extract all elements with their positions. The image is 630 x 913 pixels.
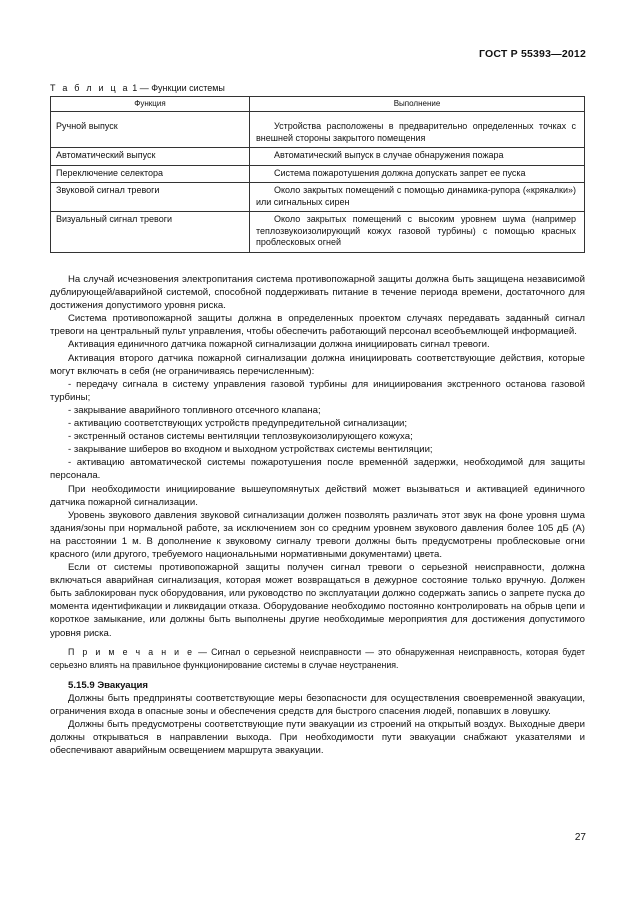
note	[50, 646, 585, 672]
list-item: - закрывание шиберов во входном и выходном устройствах системы вентиляции;	[68, 444, 433, 456]
body-text	[50, 273, 585, 757]
function-cell: Ручной выпуск	[51, 112, 250, 148]
execution-cell: Около закрытых помещений с помощью динамика-рупора («крякалки») или сигнальных сирен	[250, 183, 585, 212]
note-text: — Сигнал о серьезной неисправности — это обнаруженная неисправность, которая будет серьезно влиять на правильное функционирование системы в случае неустранения.	[50, 646, 585, 670]
table-row	[51, 212, 585, 253]
list-item: - активацию соответствующих устройств предупредительной сигнализации;	[68, 418, 408, 430]
list-item: - активацию автоматической системы пожаротушения после временнóй задержки, необходимой для защиты персонала.	[50, 457, 585, 482]
list-item: - экстренный останов системы вентиляции теплозвукоизолирующего кожуха;	[68, 431, 413, 443]
paragraph: Система противопожарной защиты должна в определенных проектом случаях передавать заданный сигнал тревоги на центральный пульт управления, чтобы обеспечить работающий персонал всеобъемлющей информацией.	[50, 313, 585, 338]
paragraph: Должны быть предприняты соответствующие меры безопасности для осуществления своевременной эвакуации, ограничения входа в опасные зоны и обеспечения средств для быстрого спасения людей, попавших в ловушку.	[50, 692, 585, 717]
table-row	[51, 112, 585, 148]
column-header-execution: Выполнение	[250, 97, 585, 112]
page-number: 27	[574, 832, 586, 843]
functions-table	[50, 96, 585, 253]
column-header-function: Функция	[51, 97, 250, 112]
paragraph: На случай исчезновения электропитания система противопожарной защиты должна быть защищена независимой дублирующей/аварийной системой, способной поддерживать питание в течение периода времени, достаточного для достижения допустимого уровня риска.	[50, 274, 585, 312]
note-label: П р и м е ч а н и е	[68, 646, 195, 657]
list-item: - передачу сигнала в систему управления газовой турбины для инициирования экстренного останова газовой турбины;	[50, 378, 585, 403]
paragraph: При необходимости инициирование вышеупомянутых действий может вызываться и активацией единичного датчика пожарной сигнализации.	[50, 483, 585, 508]
section-heading: 5.15.9 Эвакуация	[68, 679, 149, 691]
execution-cell: Автоматический выпуск в случае обнаружения пожара	[250, 148, 585, 166]
table-row	[51, 183, 585, 212]
paragraph: Должны быть предусмотрены соответствующие пути эвакуации из строений на открытый воздух. Выходные двери должны открываться в направлении выхода. При необходимости пути эвакуации снабжают указателями и обеспечивают аварийным освещением маршрута эвакуации.	[50, 718, 585, 757]
function-cell: Визуальный сигнал тревоги	[51, 212, 250, 253]
function-cell: Звуковой сигнал тревоги	[51, 183, 250, 212]
document-id-header: ГОСТ Р 55393—2012	[478, 48, 586, 60]
execution-cell: Система пожаротушения должна допускать запрет ее пуска	[250, 165, 585, 183]
execution-cell: Устройства расположены в предварительно определенных точках с внешней стороны закрытого помещения	[250, 112, 585, 148]
function-cell: Автоматический выпуск	[51, 148, 250, 166]
table-caption	[50, 83, 225, 93]
table-header-row	[51, 97, 585, 112]
table-row	[51, 165, 585, 183]
paragraph: Активация единичного датчика пожарной сигнализации должна инициировать сигнал тревоги.	[68, 339, 490, 351]
paragraph: Если от системы противопожарной защиты получен сигнал тревоги о серьезной неисправности, должна включаться аварийная сигнализация, которая может возвращаться в дежурное состояние только вручную. Должен быть заблокирован пуск оборудования, или руководство по эксплуатации должно содержать запись о запрете пуска до момента идентификации и ликвидации отказа. Оборудование необходимо постоянно контролировать на обрыв цепи и короткое замыкание, или должны быть выполнены другие необходимые мероприятия для достижения допустимого уровня риска.	[50, 562, 585, 639]
function-cell: Переключение селектора	[51, 165, 250, 183]
execution-cell: Около закрытых помещений с высоким уровнем шума (например теплозвукоизолирующий кожух газовой турбины) с помощью красных проблесковых огней	[250, 212, 585, 253]
paragraph: Активация второго датчика пожарной сигнализации должна инициировать соответствующие действия, которые могут включать в себя (не ограничиваясь перечисленным):	[50, 352, 585, 377]
paragraph: Уровень звукового давления звуковой сигнализации должен позволять различать этот звук на фоне уровня шума здания/зоны при нормальной работе, за исключением зон со средним уровнем звукового давления более 105 дБ (А) на расстоянии 1 м. В дополнение к звуковому сигналу тревоги должны быть предусмотрены проблесковые огни красного (или другого, требуемого национальными нормативными документами) цвета.	[50, 509, 585, 560]
table-row	[51, 148, 585, 166]
table-caption-text: 1 — Функции системы	[129, 83, 225, 93]
table-caption-label: Т а б л и ц а	[50, 83, 130, 93]
list-item: - закрывание аварийного топливного отсечного клапана;	[68, 404, 321, 416]
